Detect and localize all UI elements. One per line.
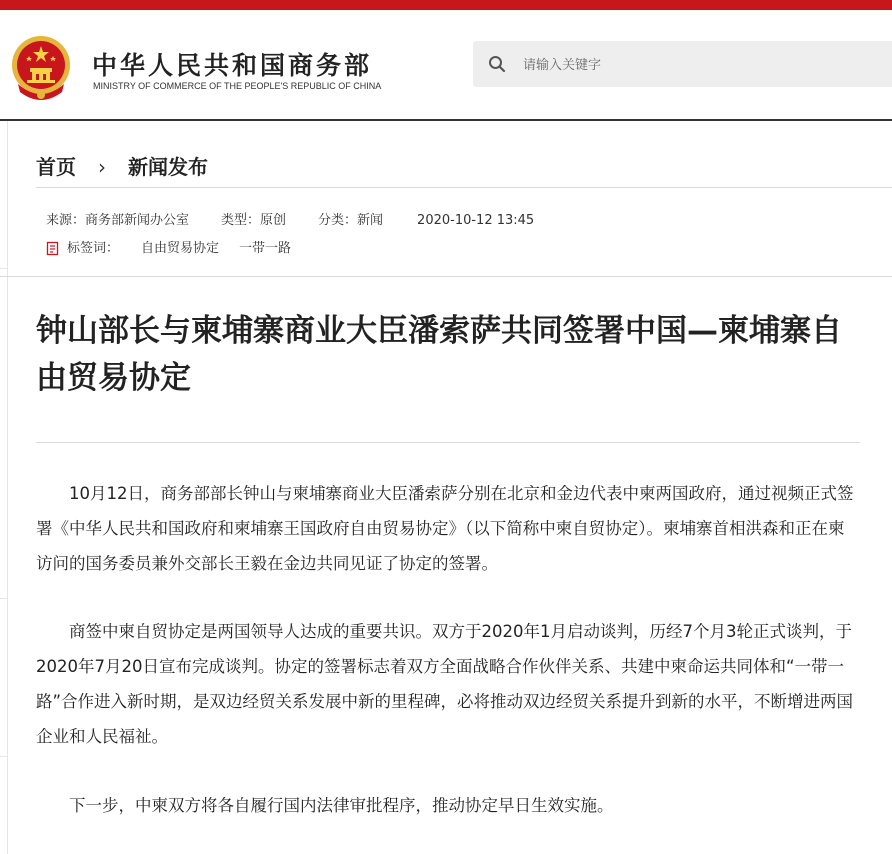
article-title: 钟山部长与柬埔寨商业大臣潘索萨共同签署中国—柬埔寨自由贸易协定 <box>36 313 842 396</box>
title-divider <box>36 442 860 443</box>
article-paragraph: 商签中柬自贸协定是两国领导人达成的重要共识。双方于2020年1月启动谈判，历经7个月3轮正式谈判，于2020年7月20日宣布完成谈判。协定的签署标志着双方全面战略合作伙伴关系、共建中柬命运共同体和“一带一路”合作进入新时期，是双边经贸关系发展中新的里程碑，必将推动双边经贸关系提升到新的水平，不断增进两国企业和人民福祉。 <box>36 622 854 746</box>
tags-label: 标签词： <box>67 241 120 256</box>
search-input[interactable] <box>521 49 865 81</box>
tag-link[interactable]: 自由贸易协定 <box>141 241 220 256</box>
article-paragraph: 10月12日，商务部部长钟山与柬埔寨商业大臣潘索萨分别在北京和金边代表中柬两国政府，通过视频正式签署《中华人民共和国政府和柬埔寨王国政府自由贸易协定》（以下简称中柬自贸协定）。柬埔寨首相洪森和正在柬访问的国务委员兼外交部长王毅在金边共同见证了协定的签署。 <box>36 484 854 573</box>
national-emblem-icon[interactable] <box>10 32 72 102</box>
meta-datetime: 2020-10-12 13:45 <box>417 213 535 228</box>
article-tags <box>46 237 291 256</box>
top-accent-bar <box>0 0 892 10</box>
breadcrumb-divider <box>36 187 892 188</box>
tag-icon <box>46 241 59 256</box>
site-header <box>0 10 892 118</box>
left-page-edge <box>0 121 8 854</box>
breadcrumb-home-link[interactable]: 首页 <box>36 155 76 179</box>
ministry-name-cn[interactable]: 中华人民共和国商务部 <box>92 51 373 80</box>
article-paragraph: 下一步，中柬双方将各自履行国内法律审批程序，推动协定早日生效实施。 <box>69 796 614 815</box>
header-divider <box>0 119 892 121</box>
breadcrumb-current-link[interactable]: 新闻发布 <box>128 155 208 179</box>
chevron-right-icon: › <box>98 155 106 179</box>
meta-category: 分类：新闻 <box>318 213 384 228</box>
meta-source: 来源：商务部新闻办公室 <box>46 213 190 228</box>
ministry-name-en: MINISTRY OF COMMERCE OF THE PEOPLE'S REPUBLIC OF CHINA <box>93 81 382 91</box>
search-icon[interactable] <box>487 54 507 74</box>
meta-divider <box>0 276 892 277</box>
breadcrumb <box>36 151 208 180</box>
meta-type: 类型：原创 <box>221 213 287 228</box>
tag-link[interactable]: 一带一路 <box>239 241 292 256</box>
search-box[interactable] <box>473 41 892 87</box>
article-meta <box>46 209 534 228</box>
